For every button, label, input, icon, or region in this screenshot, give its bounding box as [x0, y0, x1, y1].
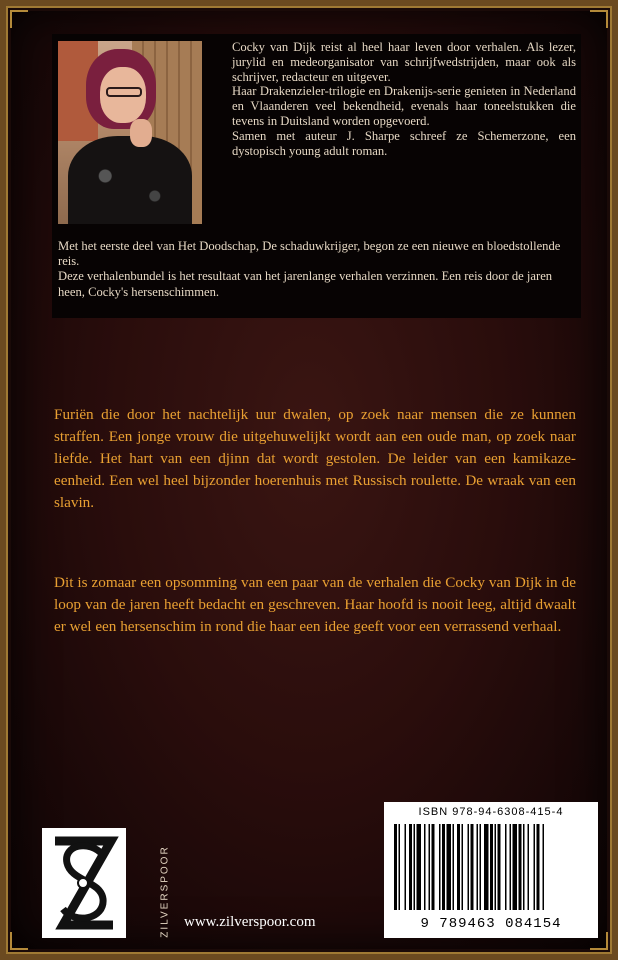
author-bio-full-text [58, 239, 574, 300]
blurb-paragraph-1: Furiën die door het nachtelijk uur dwalen, op zoek naar mensen die ze kunnen straffen. Een jonge vrouw die uitgehuwelijkt wordt aan een oude man, op zoek naar liefde. Het hart van een djinn dat wordt gestolen. De leider van een kamikaze-eenheid. Een wel heel bijzonder hoerenhuis met Russisch roulette. De wraak van een slavin. [54, 406, 576, 511]
isbn-barcode [384, 802, 598, 938]
frame-corner-ornament [10, 932, 28, 950]
barcode-bars [394, 824, 588, 910]
bio-paragraph: Deze verhalenbundel is het resultaat van het jarenlange verhalen verzinnen. Een reis door de jaren heen, Cocky's hersenschimmen. [58, 269, 553, 299]
bio-paragraph: Samen met auteur J. Sharpe schreef ze Schemerzone, een dystopisch young adult roman. [232, 128, 576, 158]
author-photo [58, 41, 202, 224]
frame-corner-ornament [10, 10, 28, 28]
isbn-label: ISBN 978-94-6308-415-4 [418, 806, 564, 818]
bio-paragraph: Haar Drakenzieler-trilogie en Drakenijs-serie genieten in Nederland en Vlaanderen veel bekendheid, evenals haar toneelstukken die tevens in Duitsland worden opgevoerd. [232, 84, 576, 128]
author-bio-side-text [232, 40, 576, 158]
frame-corner-ornament [590, 10, 608, 28]
barcode-digits: 9 789463 084154 [420, 916, 562, 932]
blurb-paragraph-2: Dit is zomaar een opsomming van een paar van de verhalen die Cocky van Dijk in de loop van de jaren heeft bedacht en geschreven. Haar hoofd is nooit leeg, altijd dwaalt er wel een hersenschim in rond die haar een idee geeft voor een verrassend verhaal. [54, 574, 576, 635]
publisher-logo [42, 828, 126, 938]
bio-paragraph: Cocky van Dijk reist al heel haar leven door verhalen. Als lezer, jurylid en medeorganisator van schrijfwedstrijden, maar ook als schrijver, redacteur en uitgever. [232, 40, 576, 84]
publisher-name: ZILVERSPOOR [159, 845, 171, 938]
publisher-website: www.zilverspoor.com [184, 914, 316, 930]
author-bio-box [52, 34, 581, 318]
bio-paragraph: Met het eerste deel van Het Doodschap, De schaduwkrijger, begon ze een nieuwe en bloedstollende reis. [58, 239, 561, 269]
